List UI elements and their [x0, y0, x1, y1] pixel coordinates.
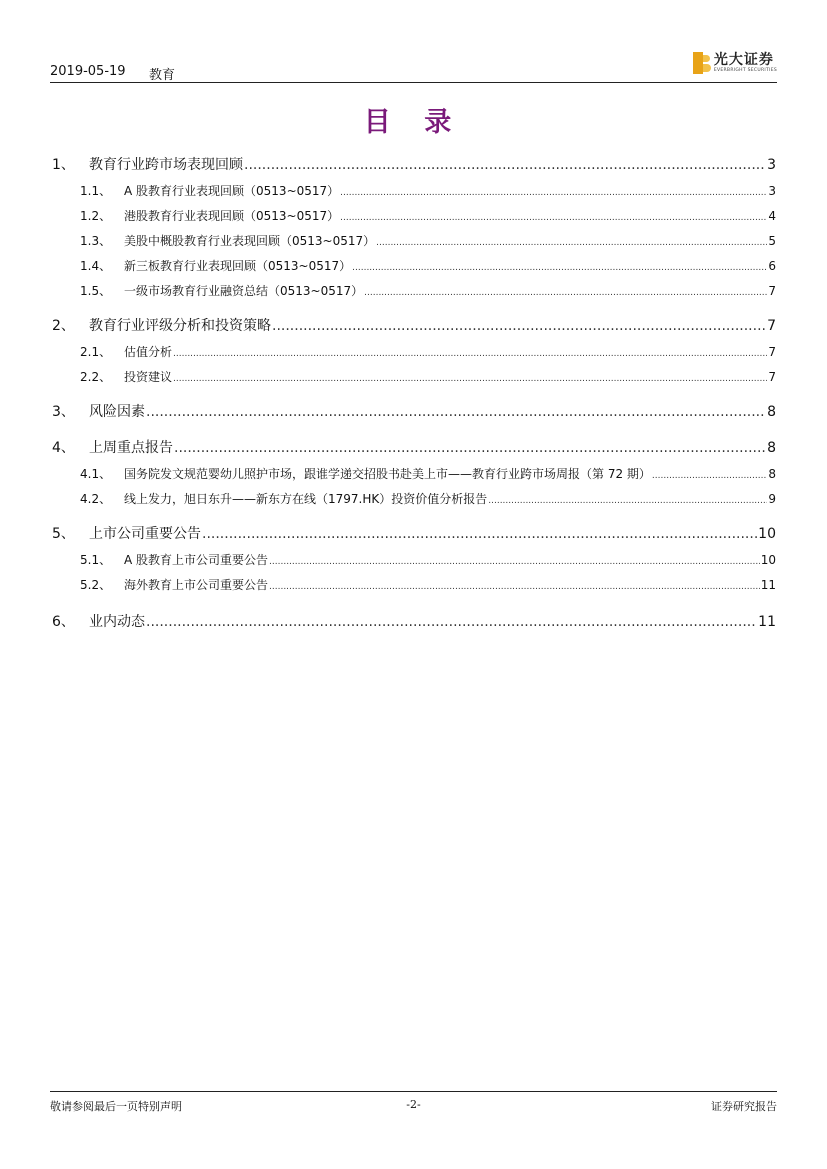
toc-entry-page: 11: [758, 614, 776, 630]
toc-entry[interactable]: [50, 551, 776, 571]
toc-entry[interactable]: [50, 437, 776, 459]
report-date: 2019-05-19: [50, 64, 126, 79]
toc-leader-dots: [174, 440, 766, 456]
toc-leader-dots: [272, 318, 766, 334]
report-category: 教育: [149, 68, 176, 83]
toc-entry-number: 2.2、: [80, 370, 112, 384]
toc-leader-dots: [146, 404, 766, 420]
toc-entry[interactable]: [50, 207, 776, 227]
toc-entry-number: 1.4、: [80, 259, 112, 273]
toc-entry-title: 新三板教育行业表现回顾（0513~0517）: [124, 259, 352, 273]
toc-leader-dots: [352, 263, 767, 273]
page-footer: [50, 1091, 777, 1118]
toc-leader-dots: [269, 582, 760, 592]
toc-leader-dots: [244, 157, 766, 173]
toc-entry-title: A 股教育行业表现回顾（0513~0517）: [124, 184, 340, 198]
toc-entry[interactable]: [50, 576, 776, 596]
toc-entry-title: 海外教育上市公司重要公告: [124, 578, 269, 592]
toc-entry-title: 教育行业评级分析和投资策略: [89, 318, 271, 334]
toc-entry-title: 一级市场教育行业融资总结（0513~0517）: [124, 284, 364, 298]
toc-entry-page: 8: [768, 467, 776, 481]
toc-entry-number: 1.1、: [80, 184, 112, 198]
toc-entry-page: 7: [768, 284, 776, 298]
toc-entry-page: 10: [758, 526, 776, 542]
everbright-logo: [693, 52, 777, 74]
toc-entry-page: 7: [768, 345, 776, 359]
toc-leader-dots: [202, 526, 757, 542]
toc-entry-number: 3、: [52, 404, 75, 420]
toc-leader-dots: [269, 557, 760, 567]
toc-entry-page: 8: [767, 404, 776, 420]
toc-entry-number: 5.1、: [80, 553, 112, 567]
toc-leader-dots: [488, 496, 767, 506]
toc-entry-number: 6、: [52, 614, 75, 630]
everbright-logo-icon: [693, 52, 711, 74]
toc-entry-page: 3: [767, 157, 776, 173]
toc-entry-page: 8: [767, 440, 776, 456]
page-header: [50, 52, 777, 83]
toc-leader-dots: [364, 288, 767, 298]
toc-entry-page: 11: [760, 578, 776, 592]
toc-entry[interactable]: [50, 401, 776, 423]
toc-leader-dots: [340, 188, 767, 198]
toc-entry-number: 1.2、: [80, 209, 112, 223]
toc-entry-page: 6: [768, 259, 776, 273]
toc-entry[interactable]: [50, 343, 776, 363]
toc-entry-page: 7: [768, 370, 776, 384]
report-type: 证券研究报告: [711, 1100, 777, 1113]
toc-leader-dots: [146, 614, 757, 630]
toc-entry-title: A 股教育上市公司重要公告: [124, 553, 269, 567]
toc-entry-title: 估值分析: [124, 345, 173, 359]
toc-entry-page: 4: [768, 209, 776, 223]
toc-entry-page: 7: [767, 318, 776, 334]
toc-entry-title: 上周重点报告: [89, 440, 173, 456]
toc-entry-number: 4.2、: [80, 492, 112, 506]
toc-entry-title: 港股教育行业表现回顾（0513~0517）: [124, 209, 340, 223]
toc-entry[interactable]: [50, 232, 776, 252]
toc-entry-title: 业内动态: [89, 614, 145, 630]
toc-entry-number: 5、: [52, 526, 75, 542]
toc-entry-page: 10: [760, 553, 776, 567]
toc-leader-dots: [652, 471, 767, 481]
toc-entry-title: 教育行业跨市场表现回顾: [89, 157, 243, 173]
toc-entry-number: 4、: [52, 440, 75, 456]
toc-entry-page: 9: [768, 492, 776, 506]
logo-name-en: EVERBRIGHT SECURITIES: [713, 67, 777, 73]
toc-entry-title: 上市公司重要公告: [89, 526, 201, 542]
toc-entry[interactable]: [50, 315, 776, 337]
toc-entry[interactable]: [50, 182, 776, 202]
toc-entry-number: 1.3、: [80, 234, 112, 248]
toc-entry-title: 风险因素: [89, 404, 145, 420]
toc-entry-number: 1.5、: [80, 284, 112, 298]
toc-entry-page: 3: [768, 184, 776, 198]
page-number: -2-: [406, 1098, 421, 1111]
toc-entry-page: 5: [768, 234, 776, 248]
toc-entry[interactable]: [50, 257, 776, 277]
toc-entry[interactable]: [50, 611, 776, 633]
toc-leader-dots: [340, 213, 767, 223]
toc-title: 目 录: [363, 107, 464, 138]
toc-entry-title: 美股中概股教育行业表现回顾（0513~0517）: [124, 234, 376, 248]
toc-entry[interactable]: [50, 523, 776, 545]
toc-leader-dots: [173, 349, 767, 359]
disclaimer-note: 敬请参阅最后一页特别声明: [50, 1100, 182, 1113]
toc-entry[interactable]: [50, 282, 776, 302]
toc-entry-number: 2.1、: [80, 345, 112, 359]
logo-name-cn: 光大证券: [713, 51, 774, 68]
toc-entry[interactable]: [50, 490, 776, 510]
toc-entry[interactable]: [50, 154, 776, 176]
toc-entry[interactable]: [50, 465, 776, 485]
toc-entry-title: 国务院发文规范婴幼儿照护市场，跟谁学递交招股书赴美上市——教育行业跨市场周报（第 72 期）: [124, 467, 651, 481]
toc-leader-dots: [376, 238, 767, 248]
toc-leader-dots: [173, 374, 767, 384]
toc-entry-number: 1、: [52, 157, 75, 173]
toc-entry-title: 线上发力，旭日东升——新东方在线（1797.HK）投资价值分析报告: [124, 492, 488, 506]
toc-entry-number: 5.2、: [80, 578, 112, 592]
toc-entry-number: 4.1、: [80, 467, 112, 481]
toc-entry-number: 2、: [52, 318, 75, 334]
toc-entry-title: 投资建议: [124, 370, 173, 384]
toc-entry[interactable]: [50, 368, 776, 388]
